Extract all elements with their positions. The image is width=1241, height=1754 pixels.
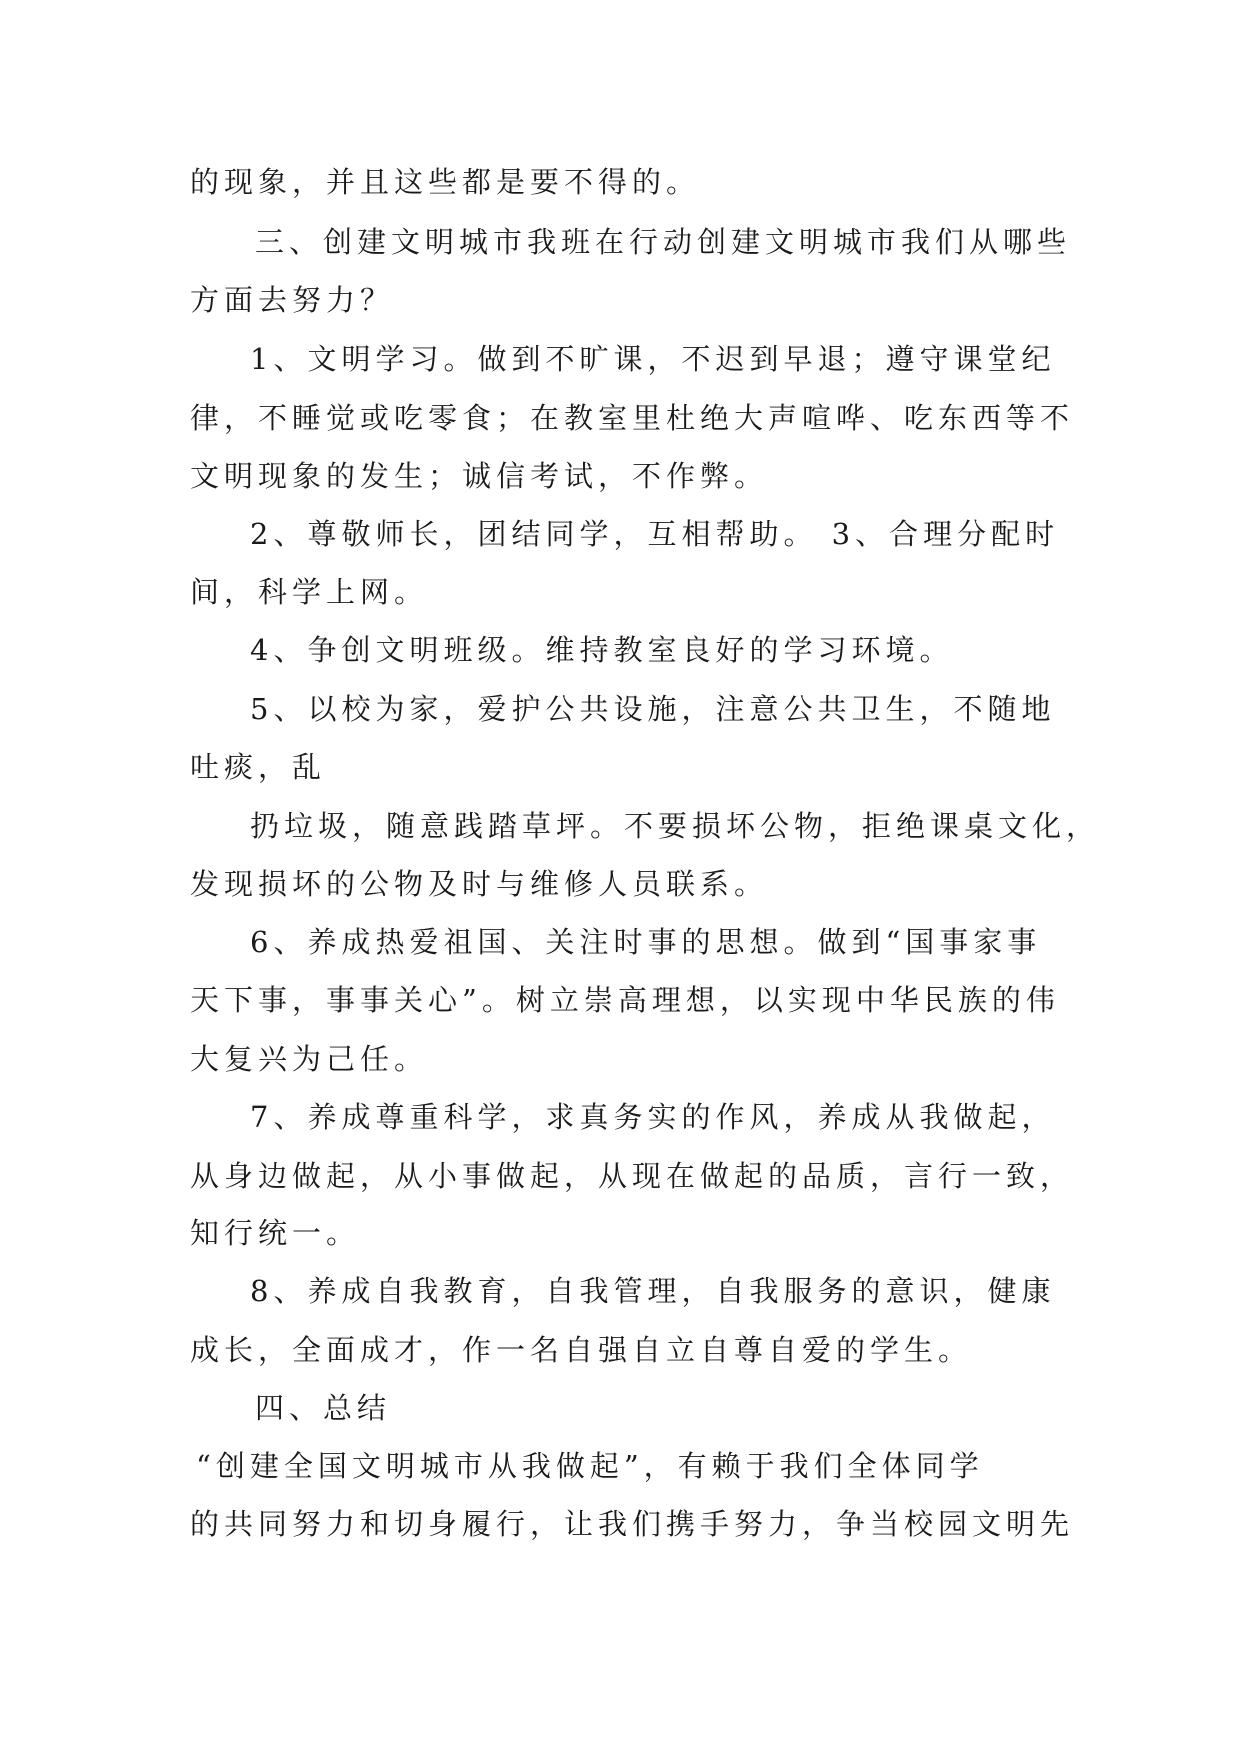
body-text-line: 文明现象的发生；诚信考试，不作弊。 (190, 459, 769, 493)
body-text-line: 扔垃圾，随意践踏草坪。不要损坏公物，拒绝课桌文化， (250, 809, 1101, 843)
body-text-line: 律，不睡觉或吃零食；在教室里杜绝大声喧哗、吃东西等不 (190, 401, 1075, 435)
body-text-line: 知行统一。 (190, 1216, 361, 1250)
list-item-line: 6、养成热爱祖国、关注时事的思想。做到“国事家事 (250, 925, 1042, 959)
list-item-line: 1、文明学习。做到不旷课，不迟到早退；遵守课堂纪 (250, 342, 1056, 376)
body-text-line: 天下事，事事关心”。树立崇高理想，以实现中华民族的伟 (190, 983, 1060, 1017)
body-text-line: “创建全国文明城市从我做起”，有赖于我们全体同学 (196, 1449, 984, 1483)
body-text-line: 的现象，并且这些都是要不得的。 (190, 165, 701, 199)
section-heading-line: 四、总结 (255, 1391, 392, 1425)
list-item-line: 4、争创文明班级。维持教室良好的学习环境。 (250, 633, 954, 667)
body-text-line: 的共同努力和切身履行，让我们携手努力，争当校园文明先 (190, 1507, 1075, 1541)
list-item-line: 5、以校为家，爱护公共设施，注意公共卫生，不随地 (250, 692, 1056, 726)
body-text-line: 吐痰，乱 (190, 750, 327, 784)
section-heading-line: 三、创建文明城市我班在行动创建文明城市我们从哪些 (255, 225, 1072, 259)
list-item-line: 8、养成自我教育，自我管理，自我服务的意识，健康 (250, 1274, 1056, 1308)
body-text-line: 方面去努力？ (190, 283, 395, 317)
body-text-line: 大复兴为己任。 (190, 1042, 429, 1076)
body-text-line: 从身边做起，从小事做起，从现在做起的品质，言行一致， (190, 1159, 1075, 1193)
body-text-line: 发现损坏的公物及时与维修人员联系。 (190, 867, 769, 901)
list-item-line: 2、尊敬师长，团结同学，互相帮助。 3、合理分配时 (250, 517, 1060, 551)
body-text-line: 间，科学上网。 (190, 575, 429, 609)
body-text-line: 成长，全面成才，作一名自强自立自尊自爱的学生。 (190, 1333, 973, 1367)
list-item-line: 7、养成尊重科学，求真务实的作风，养成从我做起， (250, 1100, 1056, 1134)
